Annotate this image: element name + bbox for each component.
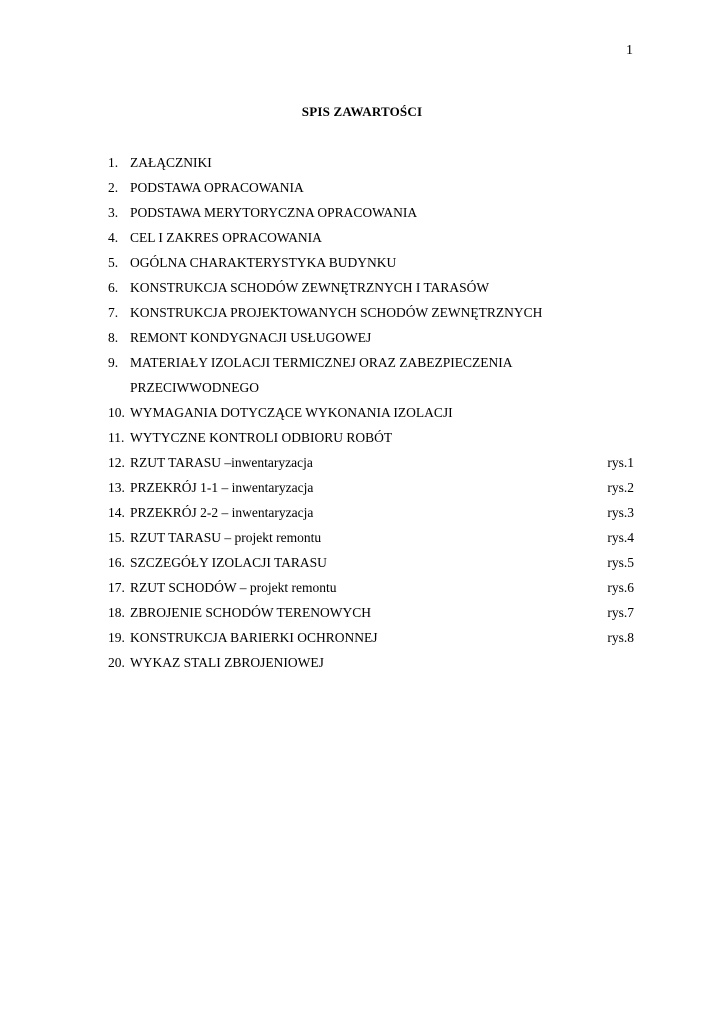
table-of-contents (108, 150, 634, 675)
toc-entry-number: 3. (108, 205, 119, 220)
toc-entry-number: 10. (108, 405, 125, 420)
toc-entry-title: PRZEKRÓJ 1-1 – inwentaryzacja (130, 480, 314, 495)
toc-entry-title: WYKAZ STALI ZBROJENIOWEJ (130, 655, 324, 670)
toc-entry (108, 400, 634, 425)
toc-entry-number: 2. (108, 180, 119, 195)
toc-entry-number: 9. (108, 355, 119, 370)
toc-entry-title: RZUT TARASU – projekt remontu (130, 530, 322, 545)
toc-entry-number: 13. (108, 480, 125, 495)
toc-entry (108, 575, 634, 600)
toc-entry-number: 4. (108, 230, 119, 245)
page-number: 1 (626, 43, 633, 58)
toc-entry (108, 275, 634, 300)
toc-entry (108, 350, 634, 375)
toc-entry-title: ZBROJENIE SCHODÓW TERENOWYCH (130, 605, 371, 620)
toc-entry-title: RZUT TARASU –inwentaryzacja (130, 455, 313, 470)
toc-entry-drawing-ref: rys.8 (607, 630, 634, 645)
toc-entry-number: 16. (108, 555, 125, 570)
toc-entry-title: KONSTRUKCJA BARIERKI OCHRONNEJ (130, 630, 378, 645)
toc-entry-title: REMONT KONDYGNACJI USŁUGOWEJ (130, 330, 372, 345)
toc-entry-number: 12. (108, 455, 125, 470)
toc-entry-number: 17. (108, 580, 125, 595)
toc-entry (108, 200, 634, 225)
toc-entry (108, 425, 634, 450)
toc-entry-drawing-ref: rys.2 (607, 480, 634, 495)
toc-entry-number: 19. (108, 630, 125, 645)
toc-entry-number: 20. (108, 655, 125, 670)
toc-entry-number: 18. (108, 605, 125, 620)
toc-entry-drawing-ref: rys.5 (607, 555, 634, 570)
toc-entry-title: PRZECIWWODNEGO (130, 380, 259, 395)
page-title: SPIS ZAWARTOŚCI (301, 104, 423, 119)
toc-entry-title: MATERIAŁY IZOLACJI TERMICZNEJ ORAZ ZABEZPIECZENIA (130, 355, 513, 370)
toc-entry-title: KONSTRUKCJA PROJEKTOWANYCH SCHODÓW ZEWNĘTRZNYCH (130, 305, 543, 320)
toc-entry (108, 475, 634, 500)
toc-entry-title: ZAŁĄCZNIKI (130, 155, 212, 170)
toc-entry-title: OGÓLNA CHARAKTERYSTYKA BUDYNKU (130, 255, 397, 270)
toc-entry-drawing-ref: rys.7 (607, 605, 634, 620)
toc-entry-number: 6. (108, 280, 119, 295)
toc-entry (108, 600, 634, 625)
toc-entry-drawing-ref: rys.6 (607, 580, 634, 595)
toc-entry (108, 650, 634, 675)
toc-entry-title: SZCZEGÓŁY IZOLACJI TARASU (130, 555, 327, 570)
toc-entry (108, 625, 634, 650)
toc-entry-number: 8. (108, 330, 119, 345)
toc-entry (108, 375, 634, 400)
toc-entry (108, 550, 634, 575)
toc-entry (108, 325, 634, 350)
toc-entry (108, 175, 634, 200)
toc-entry-number: 15. (108, 530, 125, 545)
toc-entry-title: CEL I ZAKRES OPRACOWANIA (130, 230, 322, 245)
toc-entry-number: 14. (108, 505, 125, 520)
toc-entry-title: PRZEKRÓJ 2-2 – inwentaryzacja (130, 505, 314, 520)
toc-entry-drawing-ref: rys.3 (607, 505, 634, 520)
toc-entry-title: KONSTRUKCJA SCHODÓW ZEWNĘTRZNYCH I TARASÓW (130, 280, 490, 295)
toc-entry-number: 7. (108, 305, 119, 320)
toc-entry (108, 150, 634, 175)
toc-entry-number: 5. (108, 255, 119, 270)
toc-entry (108, 225, 634, 250)
toc-entry (108, 525, 634, 550)
toc-entry-drawing-ref: rys.4 (607, 530, 634, 545)
toc-entry (108, 250, 634, 275)
toc-entry-number: 1. (108, 155, 119, 170)
toc-entry-title: WYMAGANIA DOTYCZĄCE WYKONANIA IZOLACJI (130, 405, 453, 420)
toc-entry-number: 11. (108, 430, 125, 445)
toc-entry-drawing-ref: rys.1 (607, 455, 634, 470)
toc-entry (108, 450, 634, 475)
toc-entry-title: RZUT SCHODÓW – projekt remontu (130, 580, 337, 595)
toc-entry-title: PODSTAWA OPRACOWANIA (130, 180, 304, 195)
toc-entry (108, 300, 634, 325)
toc-entry-title: PODSTAWA MERYTORYCZNA OPRACOWANIA (130, 205, 418, 220)
toc-entry-title: WYTYCZNE KONTROLI ODBIORU ROBÓT (130, 430, 393, 445)
toc-entry (108, 500, 634, 525)
